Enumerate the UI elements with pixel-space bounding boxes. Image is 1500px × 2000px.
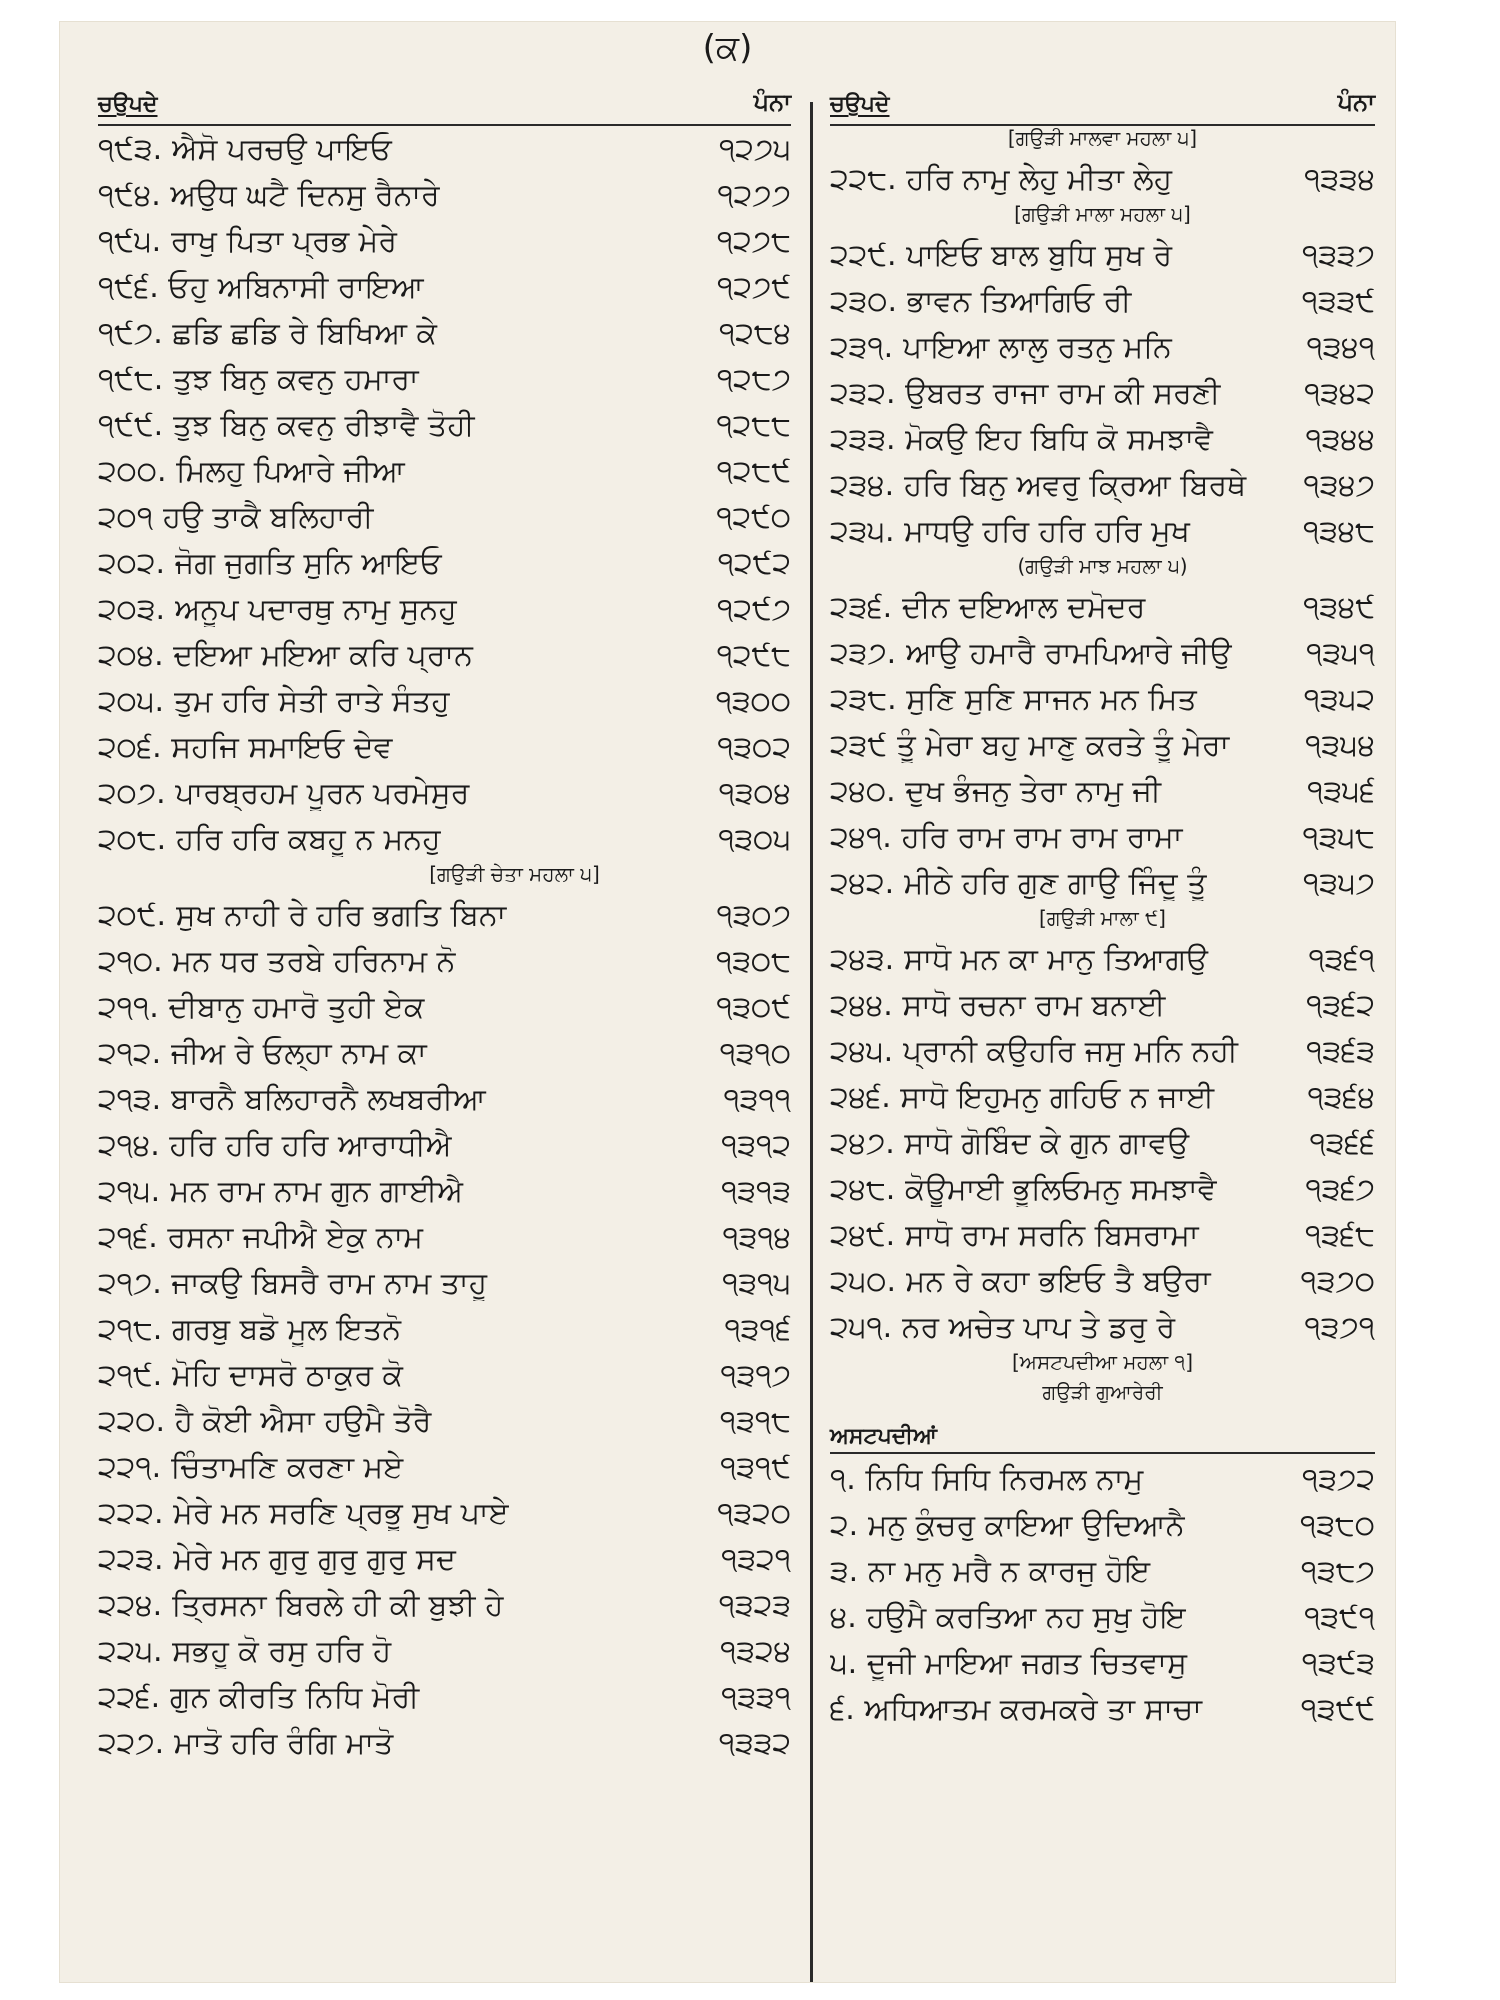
index-entry [830, 416, 1375, 462]
entry-number: ੨੦੯. [98, 897, 167, 933]
entry-title: ਭਾਵਨ ਤਿਆਗਿਓ ਰੀ [906, 283, 1132, 319]
entry-number: ੨੩੩. [830, 421, 896, 457]
entry-number: ੧੯੯. [98, 407, 164, 443]
index-entry [830, 508, 1375, 554]
entry-title: ਅਨੂਪ ਪਦਾਰਥੁ ਨਾਮੁ ਸੁਨਹੁ [174, 591, 457, 627]
index-entry [98, 1490, 791, 1536]
entry-title: ਤੁਝ ਬਿਨੁ ਕਵਨੁ ਹਮਾਰਾ [172, 361, 419, 397]
entry-title: ਚਿੰਤਾਮਣਿ ਕਰਣਾ ਮਏ [170, 1449, 404, 1485]
entry-number: ੧੯੬. [98, 269, 159, 305]
entry-page-number: ੧੩੫੨ [1303, 681, 1375, 717]
entry-page-number: ੧੩੫੧ [1306, 635, 1375, 671]
index-entry [830, 1456, 1375, 1502]
entry-page-number: ੧੨੯੦ [716, 499, 791, 535]
index-entry [830, 584, 1375, 630]
left-column [98, 82, 791, 1766]
entry-number: ੨੪੪. [830, 987, 893, 1023]
entry-title: ਮਨੁ ਕੁੰਚਰੁ ਕਾਇਆ ਉਦਿਆਨੈ [867, 1507, 1185, 1543]
entry-title: ਦੂਜੀ ਮਾਇਆ ਜਗਤ ਚਿਤਵਾਸੁ [866, 1645, 1187, 1681]
entry-number: ੨੧੧. [98, 989, 159, 1025]
entry-title: ਮੀਠੇ ਹਰਿ ਗੁਣ ਗਾਉ ਜਿੰਦੂ ਤੂੰ [903, 865, 1207, 901]
entry-title: ਕੋਊਮਾਈ ਭੂਲਿਓਮਨੁ ਸਮਝਾਵੈ [904, 1171, 1217, 1207]
index-entry [98, 448, 791, 494]
index-entry [98, 540, 791, 586]
index-entry [830, 936, 1375, 982]
index-entry [830, 1166, 1375, 1212]
entry-page-number: ੧੩੬੨ [1306, 987, 1375, 1023]
entry-title: ਸਾਧੋ ਰਾਮ ਸਰਨਿ ਬਿਸਰਾਮਾ [904, 1217, 1199, 1253]
index-entry [98, 1030, 791, 1076]
entry-page-number: ੧੩੧੭ [720, 1357, 791, 1393]
page-column-label: ਪੰਨਾ [1337, 88, 1375, 116]
entry-page-number: ੧੩੧੧ [723, 1081, 791, 1117]
entry-title: ਦੁਖ ਭੰਜਨੁ ਤੇਰਾ ਨਾਮੁ ਜੀ [905, 773, 1162, 809]
page-marker: (ਕ) [702, 28, 753, 68]
entry-page-number: ੧੩੦੦ [715, 683, 791, 719]
entry-page-number: ੧੩੬੩ [1306, 1033, 1375, 1069]
entry-title: ਸਭਹੂ ਕੋ ਰਸੁ ਹਰਿ ਹੋ [172, 1633, 392, 1669]
index-entry [98, 816, 791, 862]
entry-title: ਪਾਰਬ੍ਰਹਮ ਪੂਰਨ ਪਰਮੇਸੁਰ [175, 775, 470, 811]
entry-title: ਸਾਧੋ ਰਚਨਾ ਰਾਮ ਬਨਾਈ [902, 987, 1166, 1023]
index-entry [98, 1076, 791, 1122]
entry-title: ਮਾਤੋ ਹਰਿ ਰੰਗਿ ਮਾਤੋ [173, 1725, 394, 1761]
entry-title: ਸਾਧੋ ਇਹੁਮਨੁ ਗਹਿਓ ਨ ਜਾਈ [900, 1079, 1215, 1115]
entry-title: ਮੋਕਉ ਇਹ ਬਿਧਿ ਕੋ ਸਮਝਾਵੈ [905, 421, 1213, 457]
index-entry [830, 324, 1375, 370]
index-entry [98, 1674, 791, 1720]
entry-number: ੨੨੭. [98, 1725, 165, 1761]
entry-page-number: ੧੩੫੭ [1303, 865, 1375, 901]
index-entry [98, 264, 791, 310]
entry-page-number: ੧੩੪੨ [1304, 375, 1375, 411]
section-heading: [ਗਉੜੀ ਮਾਲਾ ਮਹਲਾ ੫] [1014, 202, 1191, 226]
entry-page-number: ੧੩੯੩ [1301, 1645, 1375, 1681]
index-entry [830, 278, 1375, 324]
index-entry [98, 1720, 791, 1766]
entry-title: ਸਾਧੋ ਮਨ ਕਾ ਮਾਨੁ ਤਿਆਗਉ [903, 941, 1208, 977]
entry-page-number: ੧੨੯੨ [717, 545, 791, 581]
index-entry [830, 1304, 1375, 1350]
entry-number: ੨੩੫. [830, 513, 895, 549]
index-entry [98, 356, 791, 402]
subheading-label: ਅਸਟਪਦੀਆਂ [830, 1424, 938, 1449]
index-entry [830, 232, 1375, 278]
index-entry [830, 722, 1375, 768]
entry-title: ਉਬਰਤ ਰਾਜਾ ਰਾਮ ਕੀ ਸਰਣੀ [905, 375, 1221, 411]
entry-number: ੩. [830, 1553, 859, 1589]
entry-page-number: ੧੩੦੪ [718, 775, 791, 811]
index-entry [830, 1686, 1375, 1732]
index-entry [98, 1306, 791, 1352]
entry-page-number: ੧੩੧੯ [720, 1449, 791, 1485]
index-entry [830, 1640, 1375, 1686]
entry-page-number: ੧੩੭੧ [1304, 1309, 1375, 1345]
header-rule [830, 124, 1375, 126]
section-heading: (ਗਉੜੀ ਮਾਝ ਮਹਲਾ ੫) [1017, 554, 1188, 578]
left-entry-list [98, 126, 791, 1766]
entry-page-number: ੧੩੪੮ [1302, 513, 1375, 549]
entry-number: ੨੩੯ [830, 727, 887, 763]
index-entry [98, 1582, 791, 1628]
entry-title: ਹਰਿ ਹਰਿ ਹਰਿ ਆਰਾਧੀਐ [169, 1127, 452, 1163]
entry-page-number: ੧੩੬੭ [1305, 1171, 1375, 1207]
section-heading: [ਗਉੜੀ ਮਾਲਵਾ ਮਹਲਾ ੫] [1007, 126, 1198, 150]
index-entry [830, 370, 1375, 416]
right-entry-list [830, 126, 1375, 1732]
entry-page-number: ੧੩੮੦ [1300, 1507, 1375, 1543]
entry-title: ਮਨ ਰੇ ਕਹਾ ਭਇਓ ਤੈ ਬਉਰਾ [905, 1263, 1211, 1299]
right-column [830, 82, 1375, 1732]
entry-page-number: ੧੩੧੮ [719, 1403, 791, 1439]
entry-title: ਰਾਖੁ ਪਿਤਾ ਪ੍ਰਭ ਮੇਰੇ [170, 223, 397, 259]
entry-title: ਮੇਰੇ ਮਨ ਗੁਰੁ ਗੁਰੁ ਗੁਰੁ ਸਦ [173, 1541, 456, 1577]
index-entry [98, 1628, 791, 1674]
entry-number: ੨੦੫. [98, 683, 165, 719]
entry-page-number: ੧੩੬੬ [1309, 1125, 1375, 1161]
right-column-header [830, 82, 1375, 126]
index-entry [830, 1120, 1375, 1166]
entry-title: ਸਾਧੋ ਗੋਬਿੰਦ ਕੇ ਗੁਨ ਗਾਵਉ [904, 1125, 1190, 1161]
entry-number: ੪. [830, 1599, 857, 1635]
entry-number: ੨੨੧. [98, 1449, 162, 1485]
entry-page-number: ੧੩੨੪ [720, 1633, 791, 1669]
entry-page-number: ੧੩੭੦ [1300, 1263, 1375, 1299]
entry-title: ਪਾਇਓ ਬਾਲ ਬੁਧਿ ਸੁਖ ਰੇ [906, 237, 1173, 273]
entry-title: ਬਾਰਨੈ ਬਲਿਹਾਰਨੈ ਲਖਬਰੀਆ [170, 1081, 486, 1117]
entry-number: ੨੩੧. [830, 329, 894, 365]
entry-title: ਤੂੰ ਮੇਰਾ ਬਹੁ ਮਾਣੁ ਕਰਤੇ ਤੂੰ ਮੇਰਾ [896, 727, 1230, 763]
entry-page-number: ੧੩੪੭ [1303, 467, 1375, 503]
entry-title: ਗੁਨ ਕੀਰਤਿ ਨਿਧਿ ਮੋਰੀ [169, 1679, 420, 1715]
entry-page-number: ੧੨੯੭ [717, 591, 791, 627]
index-entry [98, 724, 791, 770]
entry-title: ਓਹੁ ਅਬਿਨਾਸੀ ਰਾਇਆ [168, 269, 424, 305]
entry-number: ੨੦੪. [98, 637, 164, 673]
entry-number: ੧੯੪. [98, 177, 161, 213]
entry-title: ਅਧਿਆਤਮ ਕਰਮਕਰੇ ਤਾ ਸਾਚਾ [864, 1691, 1202, 1727]
entry-number: ੨੧੯. [98, 1357, 163, 1393]
entry-title: ਸੁਣਿ ਸੁਣਿ ਸਾਜਨ ਮਨ ਮਿਤ [906, 681, 1197, 717]
entry-number: ੧੯੫. [98, 223, 162, 259]
entry-page-number: ੧੩੧੩ [721, 1173, 791, 1209]
entry-number: ੨੨੪. [98, 1587, 163, 1623]
entry-title: ਹਰਿ ਨਾਮੁ ਲੇਹੁ ਮੀਤਾ ਲੇਹੁ [906, 161, 1173, 197]
entry-title: ਐਸੋ ਪਰਚਉ ਪਾਇਓ [171, 131, 392, 167]
entry-page-number: ੧੩੦੨ [717, 729, 791, 765]
entry-page-number: ੧੩੩੨ [718, 1725, 791, 1761]
index-entry [98, 126, 791, 172]
entry-number: ੧. [830, 1461, 856, 1497]
entry-page-number: ੧੩੬੮ [1304, 1217, 1375, 1253]
entry-page-number: ੧੩੫੪ [1305, 727, 1375, 763]
index-entry [830, 814, 1375, 860]
entry-page-number: ੧੩੩੧ [721, 1679, 791, 1715]
index-entry [830, 156, 1375, 202]
index-entry [98, 172, 791, 218]
entry-number: ੬. [830, 1691, 855, 1727]
entry-title: ਤੁਝ ਬਿਨੁ ਕਵਨੁ ਰੀਝਾਵੈ ਤੋਹੀ [172, 407, 475, 443]
entry-number: ੨੩੮. [830, 681, 897, 717]
entry-page-number: ੧੩੩੯ [1301, 283, 1375, 319]
entry-number: ੨੨੮. [830, 161, 897, 197]
entry-number: ੨੫੧. [830, 1309, 893, 1345]
entry-number: ੨੧੫. [98, 1173, 161, 1209]
entry-number: ੨੨੬. [98, 1679, 161, 1715]
entry-title: ਅਉਧ ਘਟੈ ਦਿਨਸੁ ਰੈਨਾਰੇ [170, 177, 440, 213]
entry-title: ਛਡਿ ਛਡਿ ਰੇ ਬਿਖਿਆ ਕੇ [172, 315, 437, 351]
entry-page-number: ੧੩੧੪ [722, 1219, 791, 1255]
entry-number: ੨੦੭. [98, 775, 166, 811]
index-entry [98, 1168, 791, 1214]
index-entry [830, 630, 1375, 676]
entry-title: ਦੀਬਾਨੁ ਹਮਾਰੋ ਤੁਹੀ ਏਕ [168, 989, 425, 1025]
entry-page-number: ੧੩੩੭ [1302, 237, 1375, 273]
entry-number: ੨੫੦. [830, 1263, 897, 1299]
entry-title: ਮਨ ਰਾਮ ਨਾਮ ਗੁਨ ਗਾਈਐ [169, 1173, 463, 1209]
entry-page-number: ੧੩੩੪ [1304, 161, 1375, 197]
subheading [830, 1410, 1375, 1456]
entry-page-number: ੧੩੬੪ [1307, 1079, 1375, 1115]
entry-page-number: ੧੩੧੦ [719, 1035, 791, 1071]
entry-page-number: ੧੩੧੬ [724, 1311, 791, 1347]
entry-number: ੨੧੪. [98, 1127, 160, 1163]
entry-title: ਹਰਿ ਬਿਨੁ ਅਵਰੁ ਕ੍ਰਿਆ ਬਿਰਥੇ [903, 467, 1247, 503]
entry-number: ੨੩੪. [830, 467, 895, 503]
entry-page-number: ੧੩੧੫ [722, 1265, 791, 1301]
index-entry [830, 1074, 1375, 1120]
entry-number: ੨੧੦. [98, 943, 163, 979]
entry-number: ੨੪੫. [830, 1033, 894, 1069]
entry-page-number: ੧੨੭੯ [717, 269, 791, 305]
index-entry [98, 218, 791, 264]
entry-page-number: ੧੩੪੯ [1303, 589, 1375, 625]
index-entry [830, 1594, 1375, 1640]
entry-title: ਨਿਧਿ ਸਿਧਿ ਨਿਰਮਲ ਨਾਮੁ [865, 1461, 1144, 1497]
entry-page-number: ੧੨੭੭ [717, 177, 791, 213]
entry-title: ਜੋਗ ਜੁਗਤਿ ਸੁਨਿ ਆਇਓ [174, 545, 442, 581]
entry-number: ੧੯੭. [98, 315, 163, 351]
index-entry [98, 402, 791, 448]
entry-title: ਜਾਕਉ ਬਿਸਰੈ ਰਾਮ ਨਾਮ ਤਾਹੂ [171, 1265, 488, 1301]
section-heading: [ਗਉੜੀ ਚੇਤਾ ਮਹਲਾ ੫] [429, 862, 600, 886]
entry-page-number: ੧੨੮੮ [716, 407, 791, 443]
index-entry [98, 1536, 791, 1582]
entry-number: ੨੧੭. [98, 1265, 162, 1301]
left-column-header [98, 82, 791, 126]
index-entry [98, 1260, 791, 1306]
entry-number: ੨੦੬. [98, 729, 162, 765]
index-entry [830, 1502, 1375, 1548]
entry-page-number: ੧੩੭੨ [1302, 1461, 1375, 1497]
entry-number: ੨. [830, 1507, 859, 1543]
entry-title: ਦਇਆ ਮਇਆ ਕਰਿ ਪ੍ਰਾਨ [173, 637, 473, 673]
entry-title: ਮਨ ਧਰ ਤਰਬੇ ਹਰਿਨਾਮ ਨੋ [172, 943, 456, 979]
index-entry [830, 982, 1375, 1028]
entry-title: ਗਰਬੁ ਬਡੋ ਮੂਲ ਇਤਨੋ [171, 1311, 401, 1347]
index-entry [830, 1028, 1375, 1074]
index-entry [98, 1398, 791, 1444]
entry-number: ੨੪੦. [830, 773, 896, 809]
index-entry [830, 676, 1375, 722]
entry-title: ਸੁਖ ਨਾਹੀ ਰੇ ਹਰਿ ਭਗਤਿ ਬਿਨਾ [175, 897, 507, 933]
entry-number: ੨੩੨. [830, 375, 896, 411]
index-entry [830, 1548, 1375, 1594]
entry-title: ਮਾਧਉ ਹਰਿ ਹਰਿ ਹਰਿ ਮੁਖ [904, 513, 1190, 549]
index-entry [98, 678, 791, 724]
entry-number: ੨੧੨. [98, 1035, 162, 1071]
entry-page-number: ੧੩੨੧ [721, 1541, 791, 1577]
index-entry [830, 768, 1375, 814]
entry-page-number: ੧੩੦੮ [716, 943, 791, 979]
entry-page-number: ੧੩੫੮ [1302, 819, 1375, 855]
index-entry [98, 892, 791, 938]
index-entry [98, 310, 791, 356]
entry-page-number: ੧੩੮੭ [1300, 1553, 1375, 1589]
entry-page-number: ੧੨੮੪ [718, 315, 791, 351]
entry-number: ੨੨੩. [98, 1541, 164, 1577]
entry-number: ੧੯੩. [98, 131, 163, 167]
entry-number: ੨੨੨. [98, 1495, 164, 1531]
entry-title: ਹੈ ਕੋਈ ਐਸਾ ਹਉਮੈ ਤੋਰੈ [174, 1403, 432, 1439]
index-entry [830, 1258, 1375, 1304]
entry-page-number: ੧੨੭੮ [716, 223, 791, 259]
entry-title: ਸਹਜਿ ਸਮਾਇਓ ਦੇਵ [171, 729, 393, 765]
scanned-page [60, 22, 1395, 1982]
entry-title: ਦੀਨ ਦਇਆਲ ਦਮੋਦਰ [901, 589, 1146, 625]
entry-number: ੨੪੯. [830, 1217, 896, 1253]
entry-number: ੨੩੦. [830, 283, 898, 319]
index-entry [98, 494, 791, 540]
index-entry [98, 984, 791, 1030]
entry-number: ੨੧੮. [98, 1311, 163, 1347]
entry-page-number: ੧੩੬੧ [1308, 941, 1375, 977]
entry-title: ਰਸਨਾ ਜਪੀਐ ਏਕੁ ਨਾਮ [167, 1219, 423, 1255]
entry-page-number: ੧੨੯੮ [716, 637, 791, 673]
entry-title: ਨਾ ਮਨੁ ਮਰੈ ਨ ਕਾਰਜੁ ਹੋਇ [867, 1553, 1151, 1589]
index-entry [98, 1122, 791, 1168]
index-entry [98, 938, 791, 984]
index-entry [98, 1214, 791, 1260]
entry-title: ਹਉ ਤਾਕੈ ਬਲਿਹਾਰੀ [162, 499, 374, 535]
entry-number: ੨੩੭. [830, 635, 897, 671]
entry-number: ੫. [830, 1645, 858, 1681]
index-entry [98, 632, 791, 678]
entry-title: ਨਰ ਅਚੇਤ ਪਾਪ ਤੇ ਡਰੁ ਰੇ [901, 1309, 1176, 1345]
page-column-label: ਪੰਨਾ [753, 88, 791, 116]
section-heading: [ਗਉੜੀ ਮਾਲਾ ੯] [1038, 906, 1166, 930]
section-heading: ਗਉੜੀ ਗੁਆਰੇਰੀ [1042, 1380, 1163, 1404]
entry-number: ੨੦੮. [98, 821, 167, 857]
entry-title: ਤ੍ਰਿਸਨਾ ਬਿਰਲੇ ਹੀ ਕੀ ਬੁਝੀ ਹੇ [171, 1587, 504, 1623]
entry-title: ਆਉ ਹਮਾਰੈ ਰਾਮਪਿਆਰੇ ਜੀਉ [905, 635, 1232, 671]
entry-page-number: ੧੩੯੯ [1300, 1691, 1375, 1727]
entry-title: ਹਰਿ ਰਾਮ ਰਾਮ ਰਾਮ ਰਾਮਾ [901, 819, 1183, 855]
entry-number: ੨੩੬. [830, 589, 893, 625]
entry-number: ੧੯੮. [98, 361, 164, 397]
entry-number: ੨੨੦. [98, 1403, 166, 1439]
entry-page-number: ੧੨੮੭ [716, 361, 791, 397]
entry-number: ੨੦੨. [98, 545, 166, 581]
entry-number: ੨੦੩. [98, 591, 166, 627]
entry-number: ੨੪੩. [830, 941, 895, 977]
index-entry [98, 1444, 791, 1490]
entry-page-number: ੧੨੭੫ [719, 131, 791, 167]
entry-number: ੨੧੩. [98, 1081, 162, 1117]
entry-title: ਮੇਰੇ ਮਨ ਸਰਣਿ ਪ੍ਰਭੂ ਸੁਖ ਪਾਏ [173, 1495, 509, 1531]
entry-number: ੨੪੬. [830, 1079, 891, 1115]
index-entry [830, 860, 1375, 906]
section-heading: [ਅਸਟਪਦੀਆ ਮਹਲਾ ੧] [1011, 1350, 1194, 1374]
entry-page-number: ੧੩੨੦ [717, 1495, 791, 1531]
entry-number: ੨੨੯. [830, 237, 897, 273]
index-entry [830, 462, 1375, 508]
entry-page-number: ੧੩੪੧ [1306, 329, 1375, 365]
entry-page-number: ੧੩੧੨ [721, 1127, 791, 1163]
entry-number: ੨੪੭. [830, 1125, 895, 1161]
entry-page-number: ੧੩੪੪ [1305, 421, 1375, 457]
entry-title: ਹਉਮੈ ਕਰਤਿਆ ਨਹ ਸੁਖੁ ਹੋਇ [866, 1599, 1186, 1635]
column-divider [810, 102, 813, 1982]
index-entry [98, 586, 791, 632]
entry-page-number: ੧੩੨੩ [718, 1587, 791, 1623]
header-rule [98, 124, 791, 126]
entry-page-number: ੧੩੯੧ [1304, 1599, 1375, 1635]
entry-title: ਤੁਮ ਹਰਿ ਸੇਤੀ ਰਾਤੇ ਸੰਤਹੁ [173, 683, 450, 719]
column-title: ਚਉਪਦੇ [830, 92, 890, 117]
entry-number: ੨੪੮. [830, 1171, 896, 1207]
entry-number: ੨੦੦. [98, 453, 167, 489]
index-entry [830, 1212, 1375, 1258]
entry-number: ੨੦੧ [98, 499, 154, 535]
index-entry [98, 770, 791, 816]
entry-page-number: ੧੩੦੯ [716, 989, 791, 1025]
entry-number: ੨੧੬. [98, 1219, 158, 1255]
entry-title: ਮਿਲਹੁ ਪਿਆਰੇ ਜੀਆ [176, 453, 405, 489]
entry-title: ਪ੍ਰਾਨੀ ਕਉਹਰਿ ਜਸੁ ਮਨਿ ਨਹੀ [902, 1033, 1238, 1069]
entry-number: ੨੨੫. [98, 1633, 163, 1669]
entry-page-number: ੧੩੫੬ [1307, 773, 1375, 809]
entry-number: ੨੪੨. [830, 865, 895, 901]
entry-page-number: ੧੩੦੭ [716, 897, 791, 933]
entry-title: ਜੀਅ ਰੇ ਓਲ੍ਹਾ ਨਾਮ ਕਾ [170, 1035, 427, 1071]
entry-title: ਮੋਹਿ ਦਾਸਰੋ ਠਾਕੁਰ ਕੋ [171, 1357, 403, 1393]
entry-page-number: ੧੩੦੫ [718, 821, 791, 857]
column-title: ਚਉਪਦੇ [98, 92, 158, 117]
index-entry [98, 1352, 791, 1398]
entry-title: ਹਰਿ ਹਰਿ ਕਬਹੂ ਨ ਮਨਹੁ [175, 821, 441, 857]
entry-number: ੨੪੧. [830, 819, 892, 855]
entry-page-number: ੧੨੮੯ [716, 453, 791, 489]
subheading-rule [830, 1452, 1375, 1454]
entry-title: ਪਾਇਆ ਲਾਲੁ ਰਤਨੁ ਮਨਿ [902, 329, 1172, 365]
